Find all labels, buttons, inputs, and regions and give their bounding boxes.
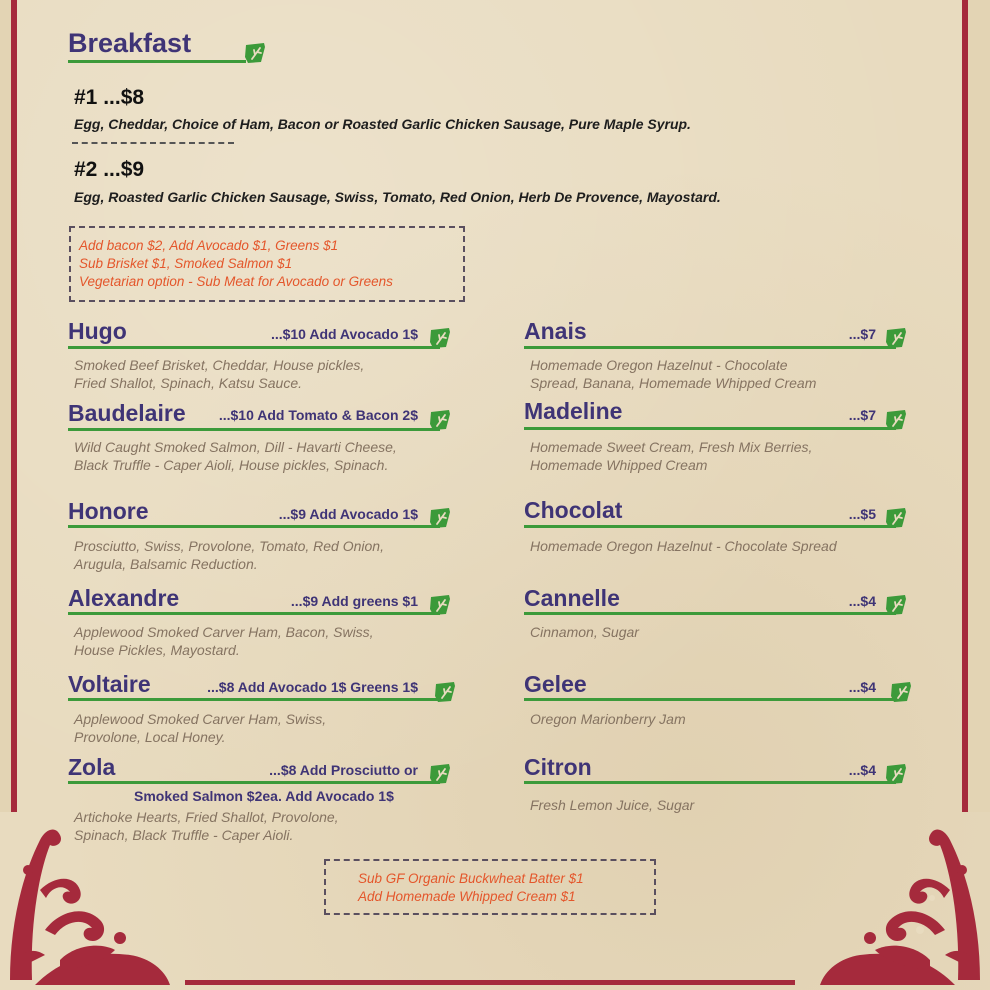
menu-item-anais-desc bbox=[530, 357, 816, 392]
desc-line: Arugula, Balsamic Reduction. bbox=[74, 555, 258, 572]
combo-2-title: #2 ...$9 bbox=[74, 158, 145, 181]
menu-item-voltaire-price: ...$8 Add Avocado 1$ Greens 1$ bbox=[207, 679, 418, 695]
combo-2-desc: Egg, Roasted Garlic Chicken Sausage, Swiss, Tomato, Red Onion, Herb De Provence, Mayostard. bbox=[74, 189, 721, 205]
menu-item-honore-price: ...$9 Add Avocado 1$ bbox=[278, 506, 418, 522]
footer-note-line: Sub GF Organic Buckwheat Batter $1 bbox=[358, 871, 584, 886]
menu-item-alexandre-name: Alexandre bbox=[68, 585, 180, 611]
desc-line: House Pickles, Mayostard. bbox=[74, 641, 240, 658]
desc-line: Smoked Beef Brisket, Cheddar, House pickles, bbox=[74, 357, 365, 373]
floral-ornament-icon bbox=[0, 810, 180, 990]
right-border bbox=[962, 0, 990, 812]
menu-item-madeline-desc bbox=[530, 439, 812, 474]
leaf-icon bbox=[428, 593, 452, 617]
menu-item-underline bbox=[68, 612, 440, 615]
desc-line: Homemade Sweet Cream, Fresh Mix Berries, bbox=[530, 439, 813, 455]
menu-item-underline bbox=[68, 428, 440, 431]
desc-line: Spread, Banana, Homemade Whipped Cream bbox=[530, 374, 817, 391]
leaf-icon bbox=[428, 326, 452, 350]
leaf-icon bbox=[884, 408, 908, 432]
combo-1-title: #1 ...$8 bbox=[74, 86, 145, 109]
menu-item-gelee-desc bbox=[530, 711, 686, 729]
menu-item-cannelle-name: Cannelle bbox=[524, 585, 620, 611]
left-border bbox=[0, 0, 17, 812]
menu-item-voltaire-desc bbox=[74, 711, 326, 746]
leaf-icon bbox=[243, 41, 267, 65]
desc-line: Homemade Oregon Hazelnut - Chocolate Spread bbox=[530, 538, 837, 554]
addon-line: Add bacon $2, Add Avocado $1, Greens $1 bbox=[79, 238, 339, 253]
menu-item-underline bbox=[68, 781, 440, 784]
menu-item-chocolat-desc bbox=[530, 538, 837, 556]
desc-line: Wild Caught Smoked Salmon, Dill - Havarti Cheese, bbox=[74, 439, 397, 455]
menu-item-madeline-price: ...$7 bbox=[848, 407, 876, 423]
menu-item-underline bbox=[68, 525, 440, 528]
desc-line: Cinnamon, Sugar bbox=[530, 624, 639, 640]
menu-item-underline bbox=[524, 427, 896, 430]
desc-line: Prosciutto, Swiss, Provolone, Tomato, Red Onion, bbox=[74, 538, 384, 554]
menu-item-cannelle-price: ...$4 bbox=[848, 593, 876, 609]
menu-item-underline bbox=[524, 612, 896, 615]
desc-line: Black Truffle - Caper Aioli, House pickles, Spinach. bbox=[74, 456, 389, 473]
menu-item-citron-desc bbox=[530, 797, 694, 815]
menu-item-baudelaire-price: ...$10 Add Tomato & Bacon 2$ bbox=[218, 407, 418, 423]
leaf-icon bbox=[428, 762, 452, 786]
menu-item-gelee-name: Gelee bbox=[524, 671, 587, 697]
bottom-rule bbox=[185, 980, 795, 985]
desc-line: Fresh Lemon Juice, Sugar bbox=[530, 797, 695, 813]
menu-item-chocolat-price: ...$5 bbox=[848, 506, 876, 522]
menu-item-underline bbox=[524, 781, 896, 784]
desc-line: Homemade Whipped Cream bbox=[530, 456, 708, 473]
menu-item-underline bbox=[524, 698, 896, 701]
menu-item-alexandre-price: ...$9 Add greens $1 bbox=[290, 593, 418, 609]
breakfast-title: Breakfast bbox=[68, 28, 192, 58]
leaf-icon bbox=[884, 506, 908, 530]
menu-item-madeline-name: Madeline bbox=[524, 398, 623, 424]
menu-item-gelee-price: ...$4 bbox=[848, 679, 876, 695]
leaf-icon bbox=[433, 680, 457, 704]
menu-item-hugo-name: Hugo bbox=[68, 318, 127, 344]
desc-line: Provolone, Local Honey. bbox=[74, 728, 226, 745]
menu-item-cannelle-desc bbox=[530, 624, 639, 642]
footer-note-box bbox=[324, 859, 656, 915]
menu-item-zola-price: ...$8 Add Prosciutto or bbox=[269, 762, 418, 778]
footer-note-line: Add Homemade Whipped Cream $1 bbox=[358, 889, 576, 904]
addon-line: Vegetarian option - Sub Meat for Avocado or Greens bbox=[79, 274, 393, 289]
menu-item-underline bbox=[524, 525, 896, 528]
menu-item-anais-price: ...$7 bbox=[848, 326, 876, 342]
leaf-icon bbox=[428, 506, 452, 530]
menu-item-alexandre-desc bbox=[74, 624, 374, 659]
leaf-icon bbox=[884, 593, 908, 617]
menu-item-underline bbox=[68, 698, 440, 701]
menu-item-baudelaire-name: Baudelaire bbox=[68, 400, 186, 426]
floral-ornament-icon bbox=[810, 810, 990, 990]
desc-line: Homemade Oregon Hazelnut - Chocolate bbox=[530, 357, 788, 373]
menu-item-honore-desc bbox=[74, 538, 384, 573]
desc-line: Oregon Marionberry Jam bbox=[530, 711, 686, 727]
menu-item-underline bbox=[524, 346, 896, 349]
menu-item-citron-price: ...$4 bbox=[848, 762, 876, 778]
desc-line: Fried Shallot, Spinach, Katsu Sauce. bbox=[74, 374, 303, 391]
menu-item-anais-name: Anais bbox=[524, 318, 587, 344]
leaf-icon bbox=[884, 762, 908, 786]
desc-line: Artichoke Hearts, Fried Shallot, Provolone, bbox=[74, 809, 339, 825]
menu-item-hugo-desc bbox=[74, 357, 364, 392]
menu-item-zola-extra: Smoked Salmon $2ea. Add Avocado 1$ bbox=[134, 788, 394, 804]
menu-item-chocolat-name: Chocolat bbox=[524, 497, 623, 523]
desc-line: Applewood Smoked Carver Ham, Swiss, bbox=[74, 711, 327, 727]
combo-separator bbox=[72, 142, 234, 144]
addon-line: Sub Brisket $1, Smoked Salmon $1 bbox=[79, 256, 293, 271]
menu-item-honore-name: Honore bbox=[68, 498, 149, 524]
leaf-icon bbox=[884, 326, 908, 350]
menu-item-zola-name: Zola bbox=[68, 754, 116, 780]
addon-box bbox=[69, 226, 465, 302]
menu-item-voltaire-name: Voltaire bbox=[68, 671, 151, 697]
leaf-icon bbox=[428, 408, 452, 432]
leaf-icon bbox=[889, 680, 913, 704]
menu-item-underline bbox=[68, 346, 440, 349]
menu-item-citron-name: Citron bbox=[524, 754, 592, 780]
breakfast-underline bbox=[68, 60, 246, 63]
menu-item-baudelaire-desc bbox=[74, 439, 397, 474]
desc-line: Applewood Smoked Carver Ham, Bacon, Swiss, bbox=[74, 624, 374, 640]
desc-line: Spinach, Black Truffle - Caper Aioli. bbox=[74, 826, 294, 843]
menu-item-hugo-price: ...$10 Add Avocado 1$ bbox=[270, 326, 418, 342]
combo-1-desc: Egg, Cheddar, Choice of Ham, Bacon or Roasted Garlic Chicken Sausage, Pure Maple Syrup. bbox=[74, 116, 691, 132]
